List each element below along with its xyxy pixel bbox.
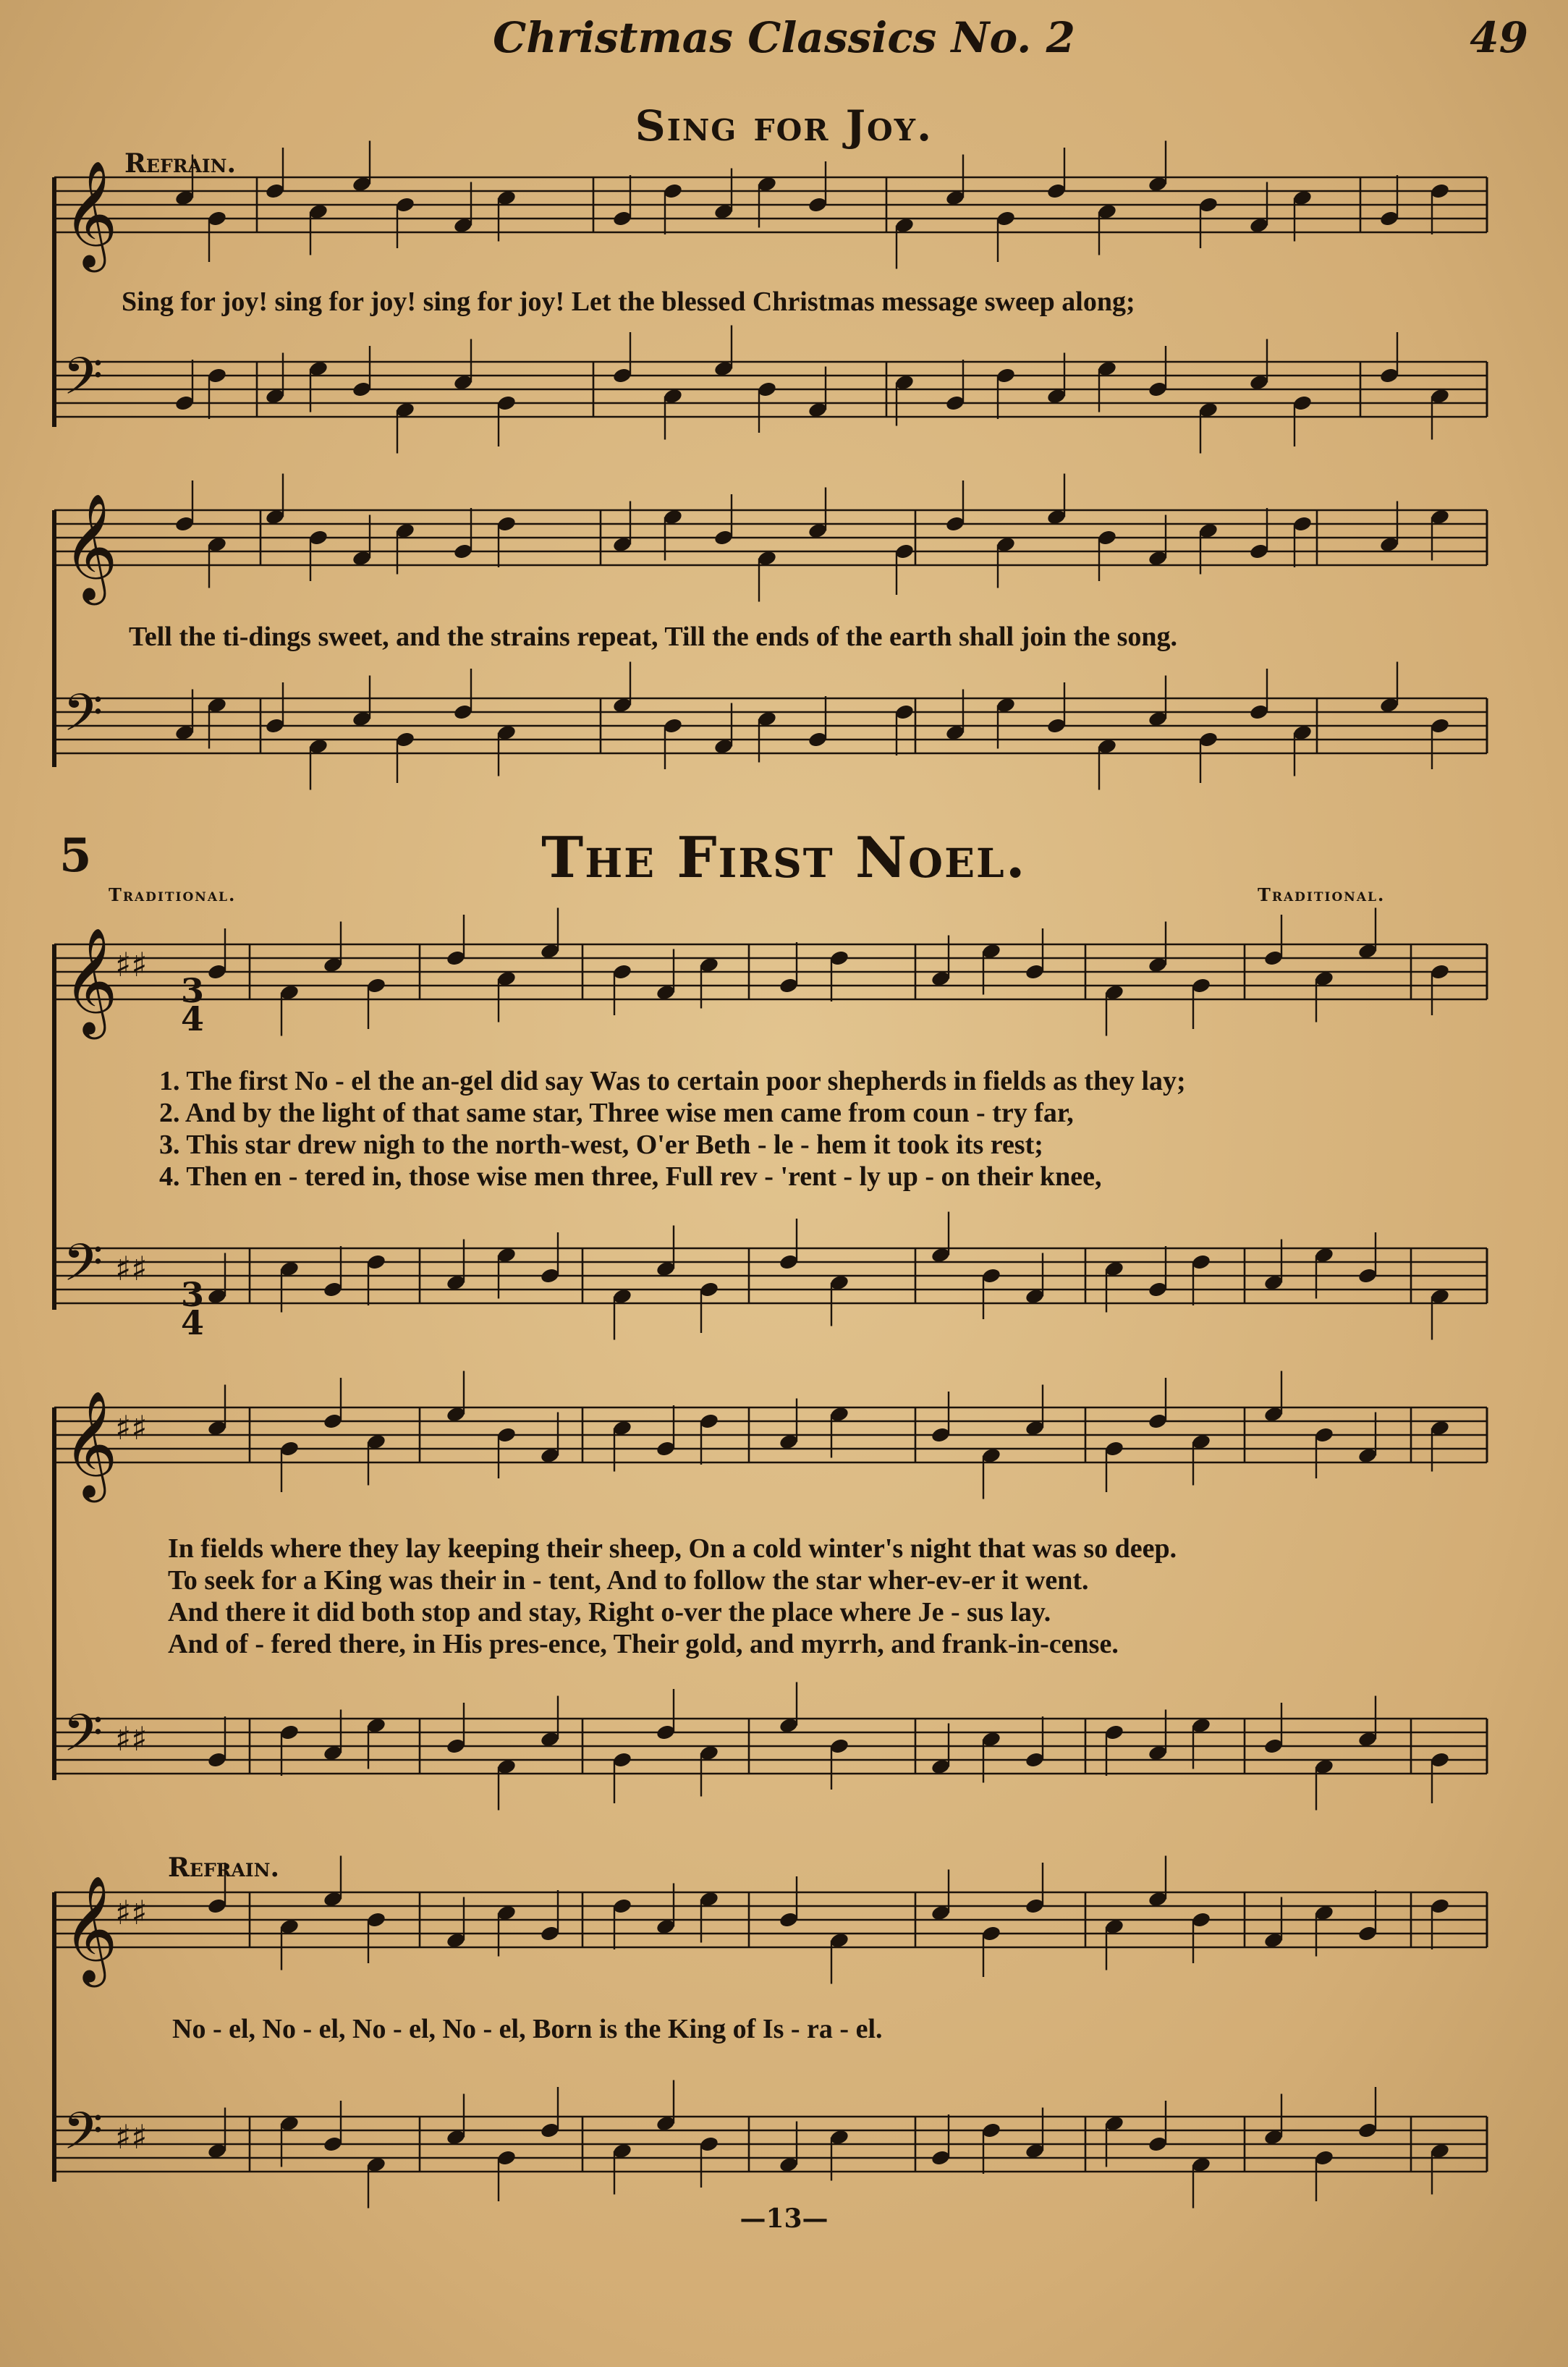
verse-line: In fields where they lay keeping their sheep, On a cold winter's night that was so deep. bbox=[168, 1533, 1177, 1564]
song-title-sing-for-joy: Sing for Joy. bbox=[635, 101, 933, 151]
verse-line: 1. The first No - el the an-gel did say Was to certain poor shepherds in fields as they lay; bbox=[159, 1066, 1186, 1096]
attribution-words: Traditional. bbox=[109, 884, 237, 905]
bass-clef-icon: 𝄢 bbox=[63, 2101, 103, 2174]
book-title: Christmas Classics No. 2 bbox=[493, 13, 1075, 62]
sharp-icon: ♯♯ bbox=[115, 1893, 148, 1932]
time-signature: 3 bbox=[181, 1275, 205, 1314]
time-signature: 4 bbox=[181, 1303, 205, 1342]
treble-clef-icon: 𝄞 bbox=[63, 1875, 118, 1983]
time-signature: 3 bbox=[181, 971, 205, 1010]
verse-line: 4. Then en - tered in, those wise men three, Full rev - 'rent - ly up - on their knee, bbox=[159, 1161, 1102, 1192]
treble-clef-icon: 𝄞 bbox=[63, 160, 118, 268]
sharp-icon: ♯♯ bbox=[115, 1719, 148, 1758]
verse-line: And of - fered there, in His pres-ence, Their gold, and myrrh, and frank-in-cense. bbox=[168, 1629, 1119, 1659]
bass-clef-icon: 𝄢 bbox=[63, 683, 103, 755]
lyric-line: Tell the ti-dings sweet, and the strains repeat, Till the ends of the earth shall join the song. bbox=[129, 622, 1178, 652]
folio: —13— bbox=[739, 2203, 829, 2234]
treble-clef-icon: 𝄞 bbox=[63, 1390, 118, 1498]
refrain-label: Refrain. bbox=[124, 148, 236, 179]
song-title-first-noel: The First Noel. bbox=[541, 825, 1027, 891]
treble-clef-icon: 𝄞 bbox=[63, 493, 118, 601]
lyric-line: Sing for joy! sing for joy! sing for joy! Let the blessed Christmas message sweep along; bbox=[122, 287, 1135, 317]
refrain-label: Refrain. bbox=[168, 1852, 279, 1883]
verse-block-a bbox=[159, 1065, 1498, 1193]
verse-line: 3. This star drew nigh to the north-west, O'er Beth - le - hem it took its rest; bbox=[159, 1130, 1043, 1160]
refrain-lyric: No - el, No - el, No - el, No - el, Born is the King of Is - ra - el. bbox=[172, 2014, 883, 2044]
sharp-icon: ♯♯ bbox=[115, 945, 148, 984]
verse-line: And there it did both stop and stay, Right o-ver the place where Je - sus lay. bbox=[168, 1597, 1051, 1627]
sharp-icon: ♯♯ bbox=[115, 1249, 148, 1288]
sharp-icon: ♯♯ bbox=[115, 2117, 148, 2156]
verse-line: To seek for a King was their in - tent, And to follow the star wher-ev-er it went. bbox=[168, 1565, 1089, 1596]
bass-clef-icon: 𝄢 bbox=[63, 1703, 103, 1776]
verse-block-b bbox=[168, 1533, 1506, 1660]
bass-clef-icon: 𝄢 bbox=[63, 347, 103, 419]
sharp-icon: ♯♯ bbox=[115, 1408, 148, 1447]
page-number: 49 bbox=[1470, 13, 1528, 62]
hymn-number: 5 bbox=[59, 829, 92, 883]
time-signature: 4 bbox=[181, 999, 205, 1038]
bass-clef-icon: 𝄢 bbox=[63, 1233, 103, 1305]
attribution-music: Traditional. bbox=[1258, 884, 1386, 905]
treble-clef-icon: 𝄞 bbox=[63, 927, 118, 1035]
verse-line: 2. And by the light of that same star, Three wise men came from coun - try far, bbox=[159, 1098, 1074, 1128]
